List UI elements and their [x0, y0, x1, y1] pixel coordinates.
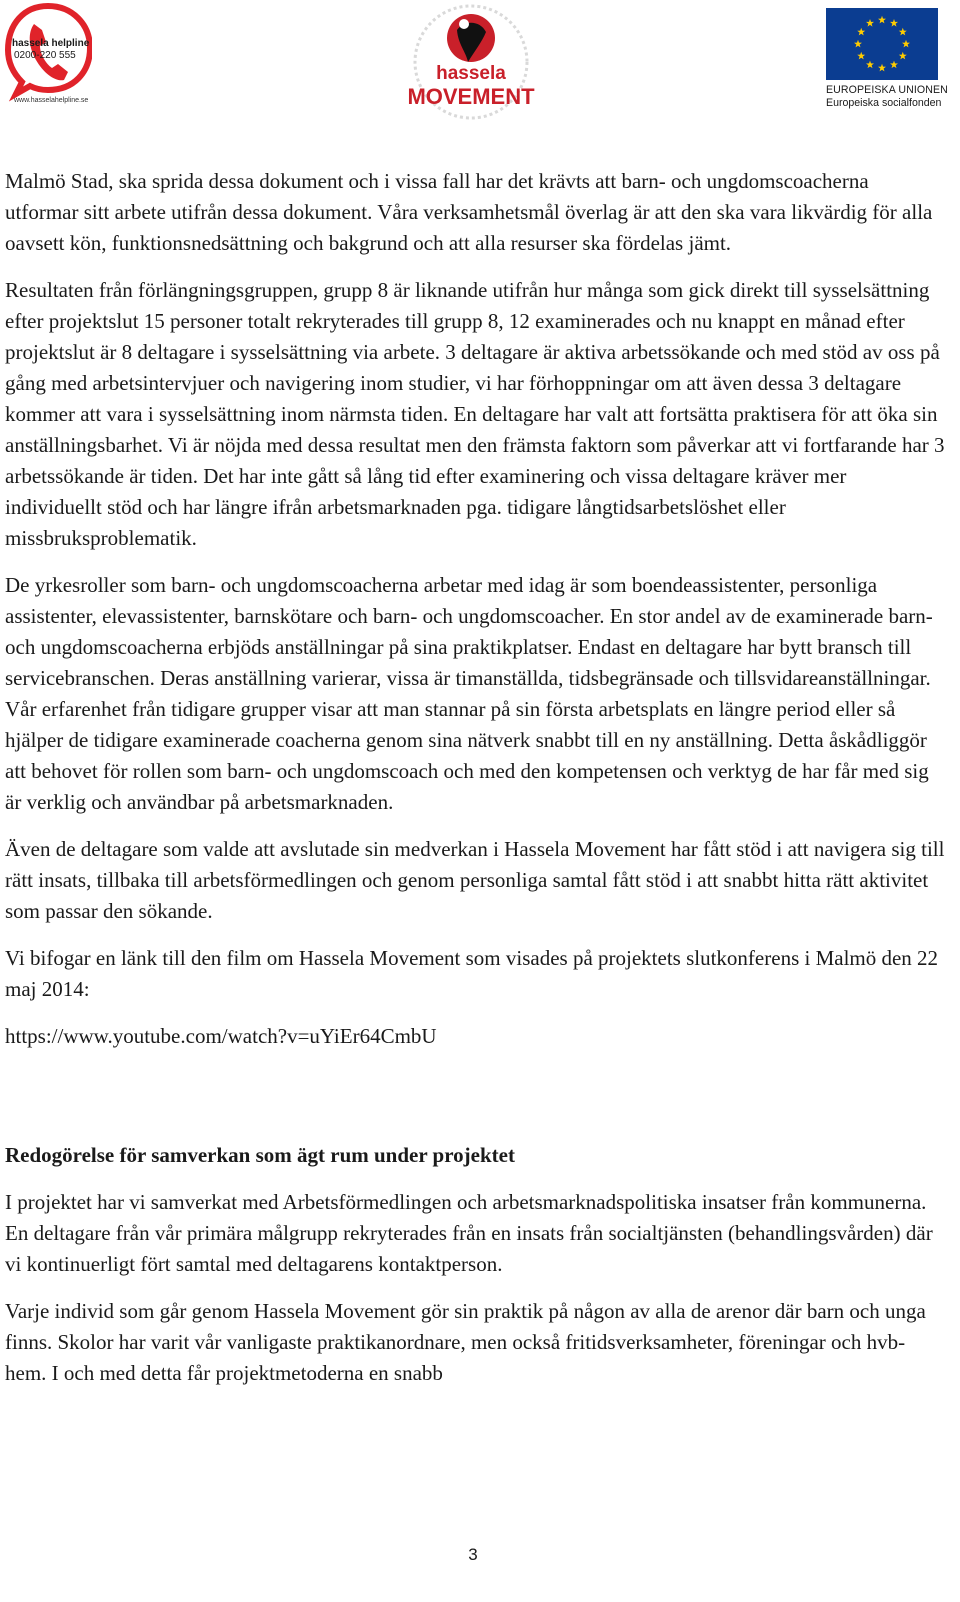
movement-seal-icon: [402, 2, 540, 124]
eu-logo: [826, 8, 948, 112]
section-paragraph-1: I projektet har vi samverkat med Arbetsförmedlingen och arbetsmarknadspolitiska insatser från kommunerna. En deltagare från vår primära målgrupp rekryterades från en insats från socialtjänsten (behandlingsvården) där vi kontinuerligt fört samtal med deltagarens kontaktperson.: [5, 1190, 933, 1276]
helpline-url-text: www.hasselahelpline.se: [14, 97, 89, 104]
eu-caption-line2: Europeiska socialfonden: [826, 97, 942, 109]
helpline-phone-icon: [4, 2, 92, 104]
paragraph-3: De yrkesroller som barn- och ungdomscoacherna arbetar med idag är som boendeassistenter, personliga assistenter, elevassistenter, barnskötare och barn- och ungdomscoacher. En stor andel av de examinerade barn- och ungdomscoacherna erbjöds anställningar på sina praktikplatser. Endast en deltagare har bytt bransch till servicebranschen. Deras anställning varierar, vissa är timanställda, tidsbegränsade och tillsvidareanställningar. Vår erfarenhet från tidigare grupper visar att man stannar på sin första arbetsplats en längre period eller så hjälper de tidigare examinerade coacherna genom sina nätverk snabbt till en ny anställning. Detta åskådliggör att behovet för rollen som barn- och ungdomscoach och med den kompetensen och verktyg de har får med sig är verklig och användbar på arbetsmarknaden.: [5, 573, 933, 814]
section-spacer: [5, 1068, 945, 1140]
eu-flag-icon: [826, 8, 938, 80]
movement-line2-text: MOVEMENT: [407, 84, 535, 109]
paragraph-2: Resultaten från förlängningsgruppen, grupp 8 är liknande utifrån hur många som gick direkt till sysselsättning efter projektslut 15 personer totalt rekryterades till grupp 8, 12 examinerades och nu knappt en månad efter projektslut är 8 deltagare i sysselsättning via arbete. 3 deltagare är aktiva arbetssökande och med stöd av oss på gång med arbetsintervjuer och navigering inom studier, vi har förhoppningar om att även dessa 3 deltagare kommer att vara i sysselsättning inom närmsta tiden. En deltagare har valt att fortsätta praktisera för att öka sin anställningsbarhet. Vi är nöjda med dessa resultat men den främsta faktorn som påverkar att vi fortfarande har 3 arbetssökande är tiden. Det har inte gått så lång tid efter examinering och vissa deltagare kräver mer individuellt stöd och har längre ifrån arbetsmarknaden pga. tidigare långtidsarbetslöshet eller missbruksproblematik.: [5, 278, 945, 550]
helpline-phone-text: 0200-220 555: [14, 50, 76, 61]
paragraph-4: Även de deltagare som valde att avslutade sin medverkan i Hassela Movement har fått stöd i att navigera sig till rätt insats, tillbaka till arbetsförmedlingen och genom personliga samtal fått stöd i att snabbt hitta rätt aktivitet som passar den sökande.: [5, 837, 945, 923]
paragraph-5: Vi bifogar en länk till den film om Hassela Movement som visades på projektets slutkonferens i Malmö den 22 maj 2014:: [5, 946, 939, 1001]
movement-line1-text: hassela: [436, 63, 506, 84]
hassela-helpline-logo: [4, 2, 92, 104]
paragraph-1: Malmö Stad, ska sprida dessa dokument och i vissa fall har det krävts att barn- och ungdomscoacherna utformar sitt arbete utifrån dessa dokument. Våra verksamhetsmål överlag är att den ska vara likvärdig för alla oavsett kön, funktionsnedsättning och bakgrund och att alla resurser ska fördelas jämt.: [5, 169, 933, 255]
eu-caption-line1: EUROPEISKA UNIONEN: [826, 84, 948, 96]
document-body: [5, 166, 945, 1405]
page-number: 3: [468, 1545, 478, 1564]
section-heading: Redogörelse för samverkan som ägt rum under projektet: [5, 1143, 515, 1167]
section-paragraph-2: Varje individ som går genom Hassela Movement gör sin praktik på någon av alla de arenor där barn och unga finns. Skolor har varit vår vanligaste praktikanordnare, men också fritidsverksamheter, föreningar och hvb-hem. I och med detta får projektmetoderna en snabb: [5, 1299, 926, 1385]
hassela-movement-logo: [402, 2, 540, 124]
youtube-link[interactable]: https://www.youtube.com/watch?v=uYiEr64CmbU: [5, 1024, 437, 1048]
helpline-brand-text: hassela helpline: [12, 38, 90, 49]
